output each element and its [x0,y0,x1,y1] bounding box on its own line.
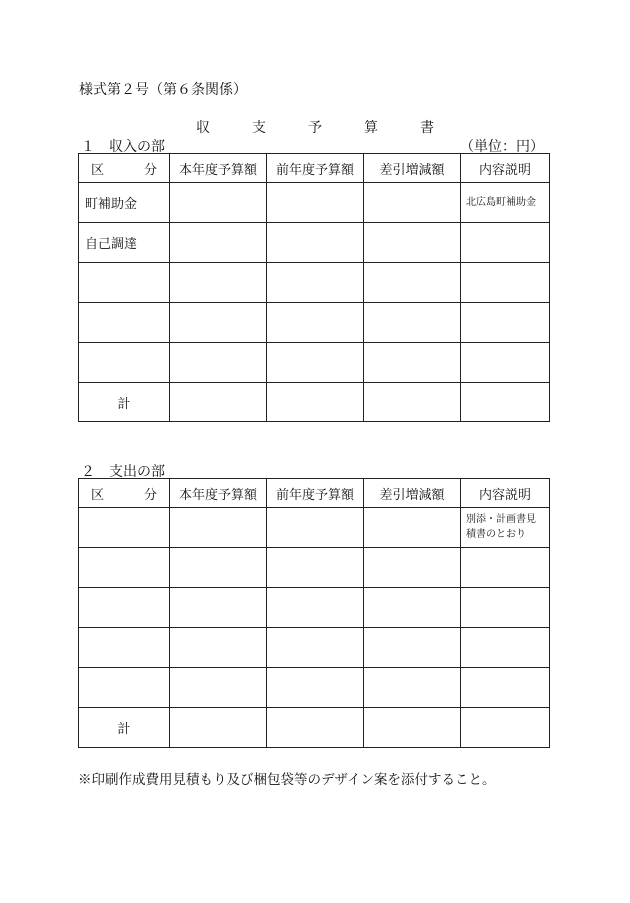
header-previous-year: 前年度予算額 [267,154,364,183]
category-cell[interactable] [79,548,170,588]
header-kubun-left: 区 [91,487,105,503]
previous-year-cell[interactable] [267,223,364,263]
expense-section-heading: ２ 支出の部 [81,464,165,480]
difference-cell[interactable] [364,343,461,383]
document-title: 収 支 予 算 書 [196,120,448,136]
header-description: 内容説明 [461,479,550,508]
category-cell[interactable] [79,668,170,708]
unit-label: （単位：円） [460,139,544,155]
current-year-cell[interactable] [170,263,267,303]
description-cell[interactable] [461,548,550,588]
table-row [79,223,550,263]
header-difference: 差引増減額 [364,479,461,508]
current-year-cell[interactable] [170,303,267,343]
previous-year-cell[interactable] [267,263,364,303]
previous-year-cell[interactable] [267,303,364,343]
table-row [79,548,550,588]
income-table [78,153,550,422]
category-cell: 自己調達 [79,223,170,263]
table-row [79,588,550,628]
description-cell[interactable] [461,303,550,343]
expense-header-row [79,479,550,508]
difference-total-cell[interactable] [364,708,461,748]
previous-year-cell[interactable] [267,183,364,223]
description-cell[interactable] [461,668,550,708]
table-row [79,183,550,223]
header-kubun [79,479,170,508]
header-kubun-left: 区 [91,162,105,178]
description-total-cell[interactable] [461,383,550,422]
previous-year-cell[interactable] [267,548,364,588]
footer-note: ※印刷作成費用見積もり及び梱包袋等のデザイン案を添付すること。 [78,772,496,788]
header-previous-year: 前年度予算額 [267,479,364,508]
description-cell [461,223,550,263]
difference-cell[interactable] [364,303,461,343]
current-year-cell[interactable] [170,588,267,628]
description-cell[interactable] [461,263,550,303]
header-description: 内容説明 [461,154,550,183]
category-cell[interactable] [79,263,170,303]
description-total-cell[interactable] [461,708,550,748]
category-cell[interactable] [79,343,170,383]
previous-year-cell[interactable] [267,588,364,628]
previous-year-total-cell[interactable] [267,708,364,748]
category-cell: 町補助金 [79,183,170,223]
current-year-cell[interactable] [170,668,267,708]
current-year-total-cell[interactable] [170,383,267,422]
total-row [79,383,550,422]
category-cell[interactable] [79,628,170,668]
current-year-cell[interactable] [170,548,267,588]
table-row [79,508,550,548]
description-cell[interactable] [461,628,550,668]
header-difference: 差引増減額 [364,154,461,183]
header-current-year: 本年度予算額 [170,479,267,508]
expense-table [78,478,550,748]
description-cell[interactable] [461,343,550,383]
total-label: 計 [79,708,170,748]
difference-cell[interactable] [364,548,461,588]
difference-cell[interactable] [364,263,461,303]
table-row [79,263,550,303]
previous-year-cell[interactable] [267,628,364,668]
category-cell[interactable] [79,588,170,628]
income-section-heading: １ 収入の部 [81,139,165,155]
difference-total-cell[interactable] [364,383,461,422]
current-year-cell[interactable] [170,508,267,548]
previous-year-cell[interactable] [267,508,364,548]
description-cell: 北広島町補助金 [461,183,550,223]
description-cell: 別添・計画書見積書のとおり [461,508,550,548]
current-year-cell[interactable] [170,628,267,668]
difference-cell[interactable] [364,508,461,548]
current-year-total-cell[interactable] [170,708,267,748]
previous-year-total-cell[interactable] [267,383,364,422]
current-year-cell[interactable] [170,343,267,383]
previous-year-cell[interactable] [267,343,364,383]
table-row [79,343,550,383]
current-year-cell[interactable] [170,223,267,263]
table-row [79,668,550,708]
difference-cell[interactable] [364,183,461,223]
header-kubun [79,154,170,183]
form-number: 様式第２号（第６条関係） [79,82,247,98]
category-cell[interactable] [79,508,170,548]
description-cell[interactable] [461,588,550,628]
table-row [79,628,550,668]
header-kubun-right: 分 [143,487,157,503]
total-label: 計 [79,383,170,422]
difference-cell[interactable] [364,628,461,668]
income-header-row [79,154,550,183]
difference-cell[interactable] [364,668,461,708]
difference-cell[interactable] [364,588,461,628]
table-row [79,303,550,343]
header-kubun-right: 分 [143,162,157,178]
current-year-cell[interactable] [170,183,267,223]
total-row [79,708,550,748]
header-current-year: 本年度予算額 [170,154,267,183]
previous-year-cell[interactable] [267,668,364,708]
category-cell[interactable] [79,303,170,343]
difference-cell[interactable] [364,223,461,263]
